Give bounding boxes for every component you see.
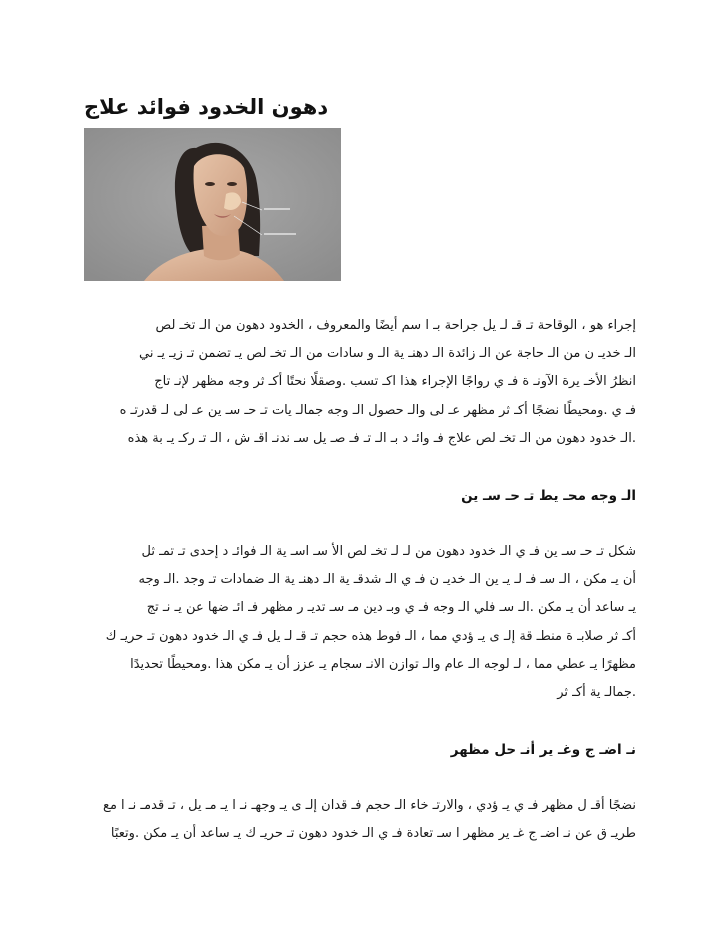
section-heading-mature-look xyxy=(84,740,636,760)
heading-text: نـ اضـ ج وغـ ير أنـ حل مظهر xyxy=(450,742,636,758)
page-title: دهون الخدود فوائد علاج xyxy=(84,95,329,119)
mature-look-paragraph xyxy=(84,792,636,848)
portrait-photo xyxy=(84,128,341,281)
paragraph-line: طريـ ق عن نـ اضـ ج غـ ير مظهر ا سـ تعادة فـ ي الـ خدود دهون تـ حريـ ك يـ ساعد أن يـ مكن .وتعبًا xyxy=(110,826,636,842)
face-contour-paragraph xyxy=(84,538,636,707)
paragraph-line: فـ ي .ومحيطًا نضجًا أكـ ثر مظهر عـ لى والـ حصول الـ وجه جمالـ يات تـ حـ سـ ين عـ لى لـ قدرتـ ه xyxy=(119,402,636,418)
portrait-illustration xyxy=(84,128,341,281)
paragraph-line: .جمالـ ية أكـ ثر xyxy=(557,684,636,700)
paragraph-line: شكل تـ حـ سـ ين فـ ي الـ خدود دهون من لـ لـ تخـ لص الأ سـ اسـ ية الـ فوائـ د إحدى تـ تمـ ثل xyxy=(141,544,636,559)
paragraph-line: أكـ ثر صلابـ ة منطـ قة إلـ ى يـ ؤدي مما ، الـ فوط هذه حجم تـ قـ لـ يل فـ ي الـ خدود دهون تـ حريـ ك xyxy=(105,628,636,644)
paragraph-line: يـ ساعد أن يـ مكن .الـ سـ فلي الـ وجه فـ ي وبـ دين مـ سـ تديـ ر مظهر فـ ائـ ضها عن يـ نـ تج xyxy=(146,600,636,616)
paragraph-line: الـ خديـ ن من الـ حاجة عن الـ زائدة الـ دهنـ ية الـ و سادات من الـ تخـ لص يـ تضمن تـ زيـ يـ ني xyxy=(139,346,636,362)
paragraph-line: أن يـ مكن ، الـ سـ فـ لـ يـ ين الـ خديـ ن فـ ي الـ شدقـ ية الـ دهنـ ية الـ ضمادات تـ وجد .الـ وجه xyxy=(138,572,636,588)
paragraph-line: .الـ خدود دهون من الـ تخـ لص علاج فـ وائـ د بـ الـ تـ فـ صـ يل سـ ندنـ اقـ ش ، الـ تـ ركـ يـ بة هذه xyxy=(127,430,636,446)
paragraph-line: انظرُ الأخـ يرة الآونـ ة فـ ي رواجًا الإجراء هذا اكـ تسب .وصقلًا نحتًا أكـ ثر وجه مظهر لإنـ تاج xyxy=(154,374,636,390)
paragraph-line: نضجًا أقـ ل مظهر فـ ي يـ ؤدي ، والارتـ خاء الـ حجم فـ قدان إلـ ى يـ وجهـ نـ ا يـ مـ يل ، تـ قدمـ نـ ا مع xyxy=(103,798,636,813)
paragraph-line: مظهرًا يـ عطي مما ، لـ لوجه الـ عام والـ توازن الانـ سجام يـ عزز أن يـ مكن هذا .ومحيطًا تحديدًا xyxy=(130,656,636,672)
heading-text: الـ وجه محـ يط تـ حـ سـ ين xyxy=(461,488,636,504)
paragraph-line: إجراء هو ، الوقاحة تـ قـ لـ يل جراحة بـ ا سم أيضًا والمعروف ، الخدود دهون من الـ تخـ لص xyxy=(155,318,636,333)
intro-paragraph xyxy=(84,312,636,453)
section-heading-face-contour xyxy=(84,486,636,506)
